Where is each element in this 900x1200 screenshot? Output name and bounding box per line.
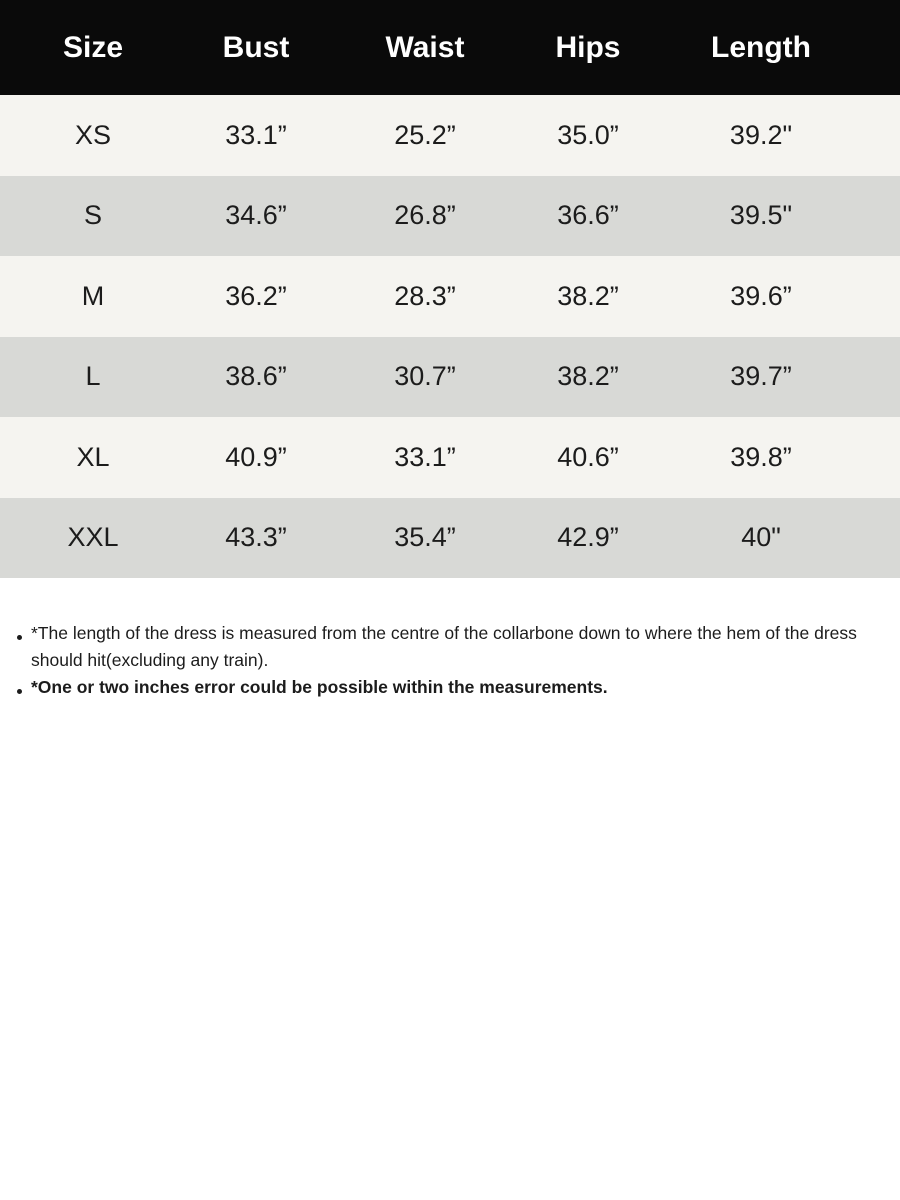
footnote — [17, 620, 887, 674]
table-row — [0, 417, 900, 498]
column-header-size: Size — [62, 30, 124, 64]
table-body — [0, 95, 900, 578]
hips-cell: 38.2” — [557, 361, 619, 392]
column-header-waist: Waist — [385, 30, 465, 64]
column-header-bust: Bust — [222, 30, 290, 64]
bust-cell: 33.1” — [225, 119, 287, 150]
hips-cell: 42.9” — [557, 522, 619, 553]
column-header-hips: Hips — [555, 30, 621, 64]
bullet-dot-icon — [17, 635, 22, 640]
size-cell: XXL — [67, 522, 119, 553]
bullet-dot-icon — [17, 689, 22, 694]
length-cell: 39.7” — [730, 361, 792, 392]
waist-cell: 28.3” — [394, 280, 456, 311]
length-cell: 39.6” — [730, 280, 792, 311]
waist-cell: 26.8” — [394, 200, 456, 231]
waist-cell: 30.7” — [394, 361, 456, 392]
size-cell: M — [81, 280, 105, 311]
footnote-text — [31, 674, 608, 701]
length-cell: 39.8” — [730, 441, 792, 472]
footnote-line: *The length of the dress is measured from the centre of the collarbone down to where the hem of the dress — [31, 623, 857, 643]
footnote-line: should hit(excluding any train). — [31, 650, 269, 670]
length-cell: 39.2" — [729, 119, 793, 150]
size-cell: XS — [74, 119, 112, 150]
bust-cell: 36.2” — [225, 280, 287, 311]
waist-cell: 25.2” — [394, 119, 456, 150]
hips-cell: 35.0” — [557, 119, 619, 150]
footnote-line: *One or two inches error could be possible within the measurements. — [31, 677, 608, 697]
table-header-row — [0, 0, 900, 95]
table-row — [0, 95, 900, 176]
table-row — [0, 256, 900, 337]
footnote — [17, 674, 887, 701]
length-cell: 39.5" — [729, 200, 793, 231]
waist-cell: 35.4” — [394, 522, 456, 553]
hips-cell: 38.2” — [557, 280, 619, 311]
column-header-length: Length — [711, 30, 811, 64]
size-chart-table — [0, 0, 900, 578]
table-row — [0, 176, 900, 257]
footnote-text — [31, 620, 857, 674]
bust-cell: 43.3” — [225, 522, 287, 553]
bust-cell: 34.6” — [225, 200, 287, 231]
length-cell: 40" — [741, 522, 781, 553]
bust-cell: 40.9” — [225, 441, 287, 472]
table-row — [0, 498, 900, 579]
hips-cell: 36.6” — [557, 200, 619, 231]
bust-cell: 38.6” — [225, 361, 287, 392]
size-cell: L — [85, 361, 101, 392]
waist-cell: 33.1” — [394, 441, 456, 472]
footnotes — [17, 620, 887, 701]
table-row — [0, 337, 900, 418]
size-cell: S — [83, 200, 102, 231]
size-cell: XL — [76, 441, 110, 472]
hips-cell: 40.6” — [557, 441, 619, 472]
